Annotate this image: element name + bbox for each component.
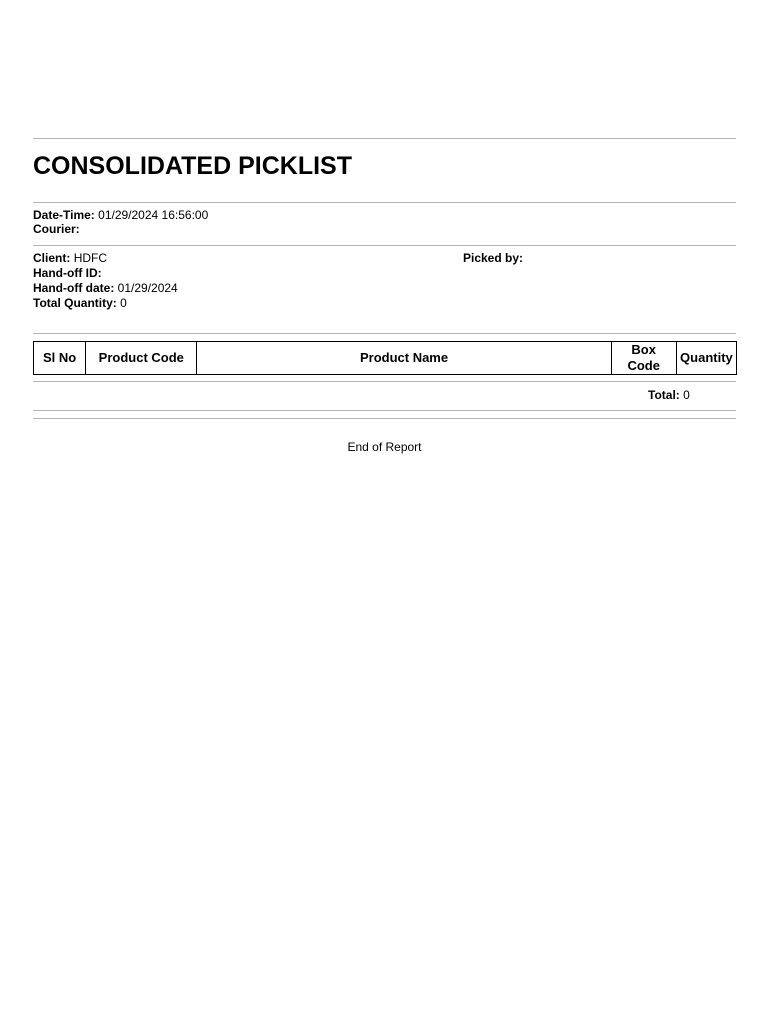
table-bottom-divider	[33, 381, 736, 382]
total-value: 0	[683, 388, 690, 402]
top-divider	[33, 138, 736, 139]
courier-label: Courier:	[33, 222, 80, 236]
column-header-box-code: Box Code	[611, 342, 676, 375]
client-line	[33, 251, 107, 266]
handoff-date-label: Hand-off date:	[33, 281, 115, 295]
handoff-id-line	[33, 266, 102, 281]
table-header-row	[34, 342, 737, 375]
client-label: Client:	[33, 251, 71, 265]
column-header-quantity: Quantity	[676, 342, 736, 375]
column-header-product-name: Product Name	[197, 342, 611, 375]
picked-by-label: Picked by:	[463, 251, 524, 265]
courier-line	[33, 222, 80, 237]
date-time-label: Date-Time:	[33, 208, 95, 222]
picked-by-line	[463, 251, 523, 266]
total-bottom-divider	[33, 410, 736, 411]
handoff-id-label: Hand-off ID:	[33, 266, 102, 280]
total-quantity-value: 0	[120, 296, 127, 310]
footer-top-divider	[33, 418, 736, 419]
total-quantity-line	[33, 296, 127, 311]
total-line	[648, 388, 690, 403]
date-time-value: 01/29/2024 16:56:00	[98, 208, 209, 222]
table-top-divider	[33, 333, 736, 334]
column-header-sl-no: Sl No	[34, 342, 86, 375]
handoff-date-value: 01/29/2024	[117, 281, 178, 295]
end-of-report: End of Report	[347, 440, 422, 454]
page-title: CONSOLIDATED PICKLIST	[33, 152, 352, 180]
picklist-table	[33, 341, 737, 375]
header-info-divider	[33, 245, 736, 246]
client-value: HDFC	[73, 251, 108, 265]
handoff-date-line	[33, 281, 178, 296]
column-header-product-code: Product Code	[86, 342, 197, 375]
date-time-line	[33, 208, 208, 223]
title-divider	[33, 202, 736, 203]
total-label: Total:	[648, 388, 680, 402]
total-quantity-label: Total Quantity:	[33, 296, 117, 310]
